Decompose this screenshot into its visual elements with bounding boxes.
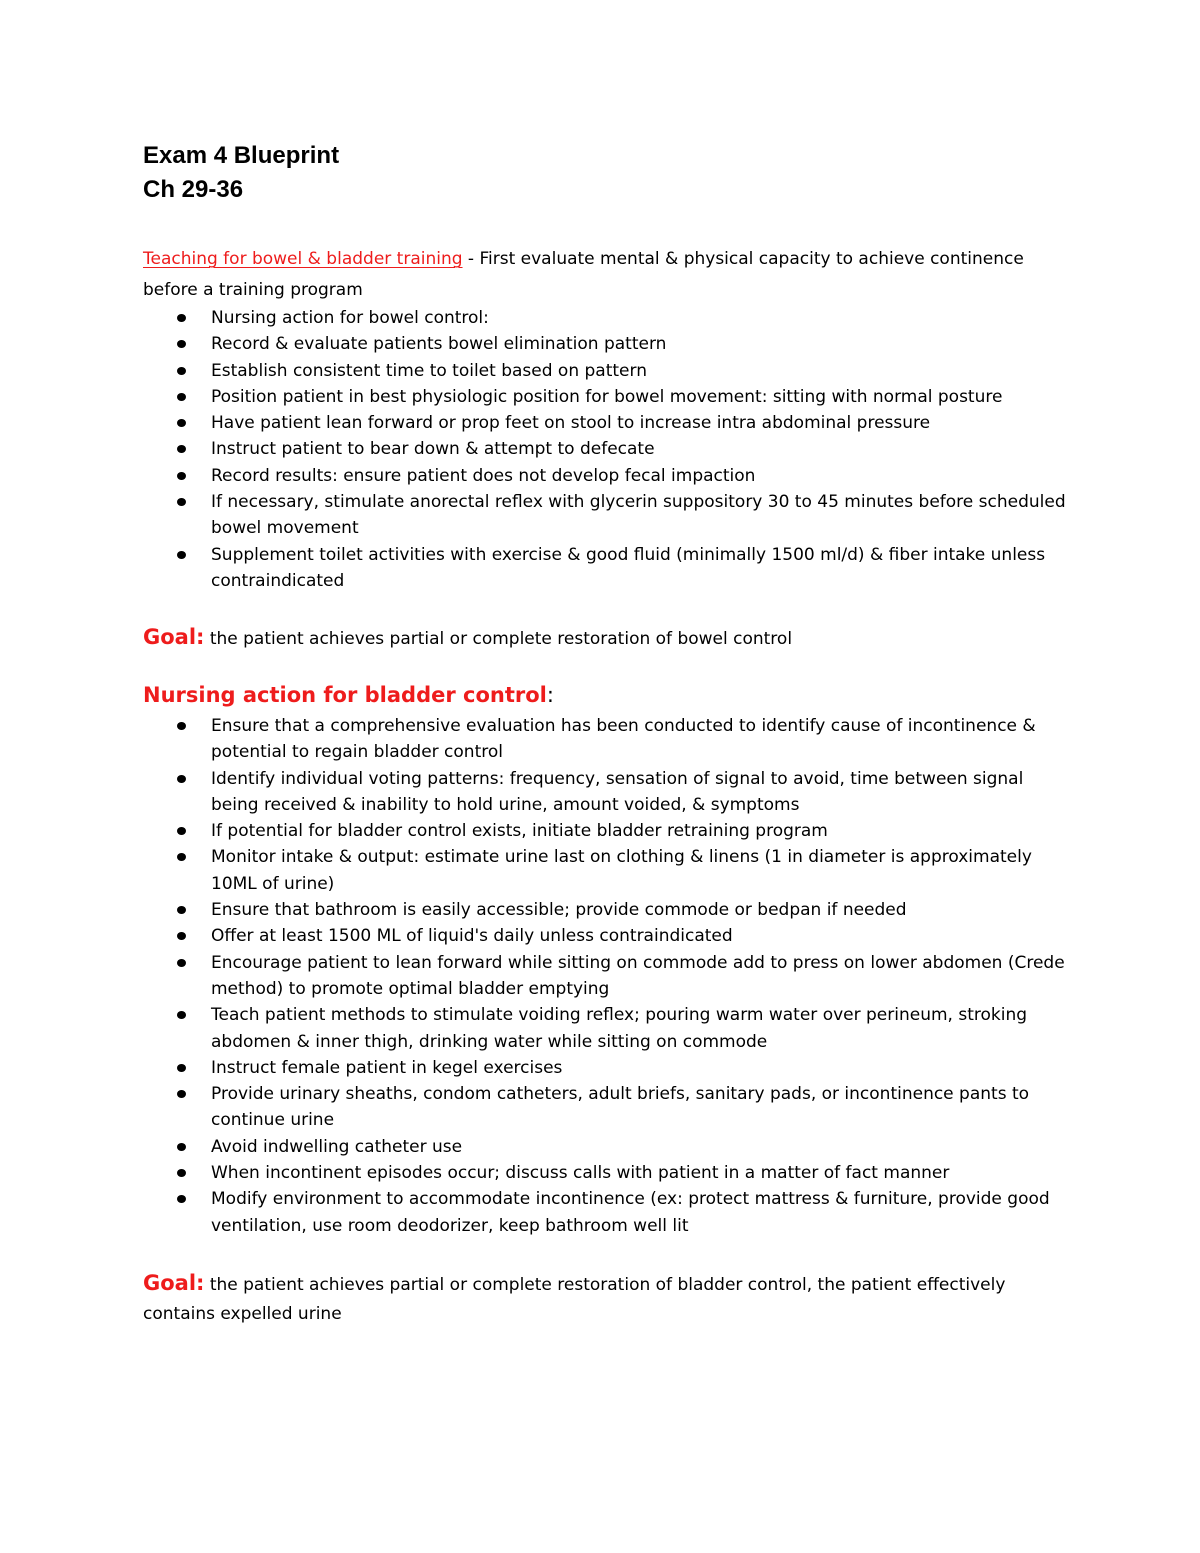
list-item: Avoid indwelling catheter use	[211, 1134, 1073, 1160]
list-item: Establish consistent time to toilet based on pattern	[211, 358, 1073, 384]
bullet-icon	[177, 551, 186, 559]
bullet-icon	[177, 393, 186, 401]
bladder-section-heading: Nursing action for bladder control:	[143, 683, 554, 707]
list-item: Modify environment to accommodate incontinence (ex: protect mattress & furniture, provide good ventilation, use room deodorizer, keep bathroom well lit	[211, 1186, 1073, 1239]
bullet-icon	[177, 472, 186, 480]
list-item: Supplement toilet activities with exercise & good fluid (minimally 1500 ml/d) & fiber intake unless contraindicated	[211, 542, 1073, 595]
list-item: Identify individual voting patterns: frequency, sensation of signal to avoid, time between signal being received & inability to hold urine, amount voided, & symptoms	[211, 766, 1073, 819]
bullet-icon	[177, 1011, 186, 1019]
list-item: Instruct female patient in kegel exercises	[211, 1055, 1073, 1081]
bullet-icon	[177, 827, 186, 835]
list-item: Encourage patient to lean forward while sitting on commode add to press on lower abdomen (Crede method) to promote optimal bladder emptying	[211, 950, 1073, 1003]
document-subtitle: Ch 29-36	[143, 176, 244, 203]
list-item: Instruct patient to bear down & attempt to defecate	[211, 436, 1073, 462]
bullet-icon	[177, 775, 186, 783]
list-item: Record results: ensure patient does not develop fecal impaction	[211, 463, 1073, 489]
bullet-icon	[177, 906, 186, 914]
list-item: Teach patient methods to stimulate voiding reflex; pouring warm water over perineum, stroking abdomen & inner thigh, drinking water while sitting on commode	[211, 1002, 1073, 1055]
bullet-icon	[177, 419, 186, 427]
list-item: Monitor intake & output: estimate urine last on clothing & linens (1 in diameter is approximately 10ML of urine)	[211, 844, 1073, 897]
teaching-heading-link: Teaching for bowel & bladder training	[143, 249, 463, 269]
bowel-goal	[143, 623, 1073, 654]
bullet-icon	[177, 445, 186, 453]
goal-text: the patient achieves partial or complete restoration of bowel control	[204, 629, 793, 649]
bullet-icon	[177, 853, 186, 861]
bullet-icon	[177, 932, 186, 940]
goal-label: Goal:	[143, 1271, 205, 1295]
list-item: Nursing action for bowel control:	[211, 305, 1073, 331]
bladder-heading-label: Nursing action for bladder control	[143, 683, 547, 707]
bullet-icon	[177, 314, 186, 322]
bladder-goal	[143, 1269, 1073, 1329]
bullet-icon	[177, 1143, 186, 1151]
bladder-action-list	[211, 713, 1073, 1239]
bullet-icon	[177, 367, 186, 375]
list-item: When incontinent episodes occur; discuss calls with patient in a matter of fact manner	[211, 1160, 1073, 1186]
bullet-icon	[177, 1064, 186, 1072]
intro-text: - First evaluate mental & physical capacity to achieve continence before a training program	[143, 249, 1024, 300]
list-item: Record & evaluate patients bowel elimination pattern	[211, 331, 1073, 357]
list-item: If necessary, stimulate anorectal reflex with glycerin suppository 30 to 45 minutes before scheduled bowel movement	[211, 489, 1073, 542]
bullet-icon	[177, 1169, 186, 1177]
bullet-icon	[177, 498, 186, 506]
list-item: If potential for bladder control exists, initiate bladder retraining program	[211, 818, 1073, 844]
list-item: Ensure that bathroom is easily accessible; provide commode or bedpan if needed	[211, 897, 1073, 923]
bullet-icon	[177, 1195, 186, 1203]
intro-paragraph	[143, 244, 1073, 306]
list-item: Ensure that a comprehensive evaluation has been conducted to identify cause of incontinence & potential to regain bladder control	[211, 713, 1073, 766]
bullet-icon	[177, 959, 186, 967]
bullet-icon	[177, 1090, 186, 1098]
list-item: Have patient lean forward or prop feet on stool to increase intra abdominal pressure	[211, 410, 1073, 436]
list-item: Offer at least 1500 ML of liquid's daily unless contraindicated	[211, 923, 1073, 949]
bowel-action-list	[211, 305, 1073, 594]
list-item: Provide urinary sheaths, condom catheters, adult briefs, sanitary pads, or incontinence pants to continue urine	[211, 1081, 1073, 1134]
bullet-icon	[177, 722, 186, 730]
list-item: Position patient in best physiologic position for bowel movement: sitting with normal posture	[211, 384, 1073, 410]
goal-text: the patient achieves partial or complete restoration of bladder control, the patient effectively contains expelled urine	[143, 1275, 1006, 1324]
bullet-icon	[177, 340, 186, 348]
goal-label: Goal:	[143, 625, 205, 649]
document-title: Exam 4 Blueprint	[143, 142, 340, 169]
